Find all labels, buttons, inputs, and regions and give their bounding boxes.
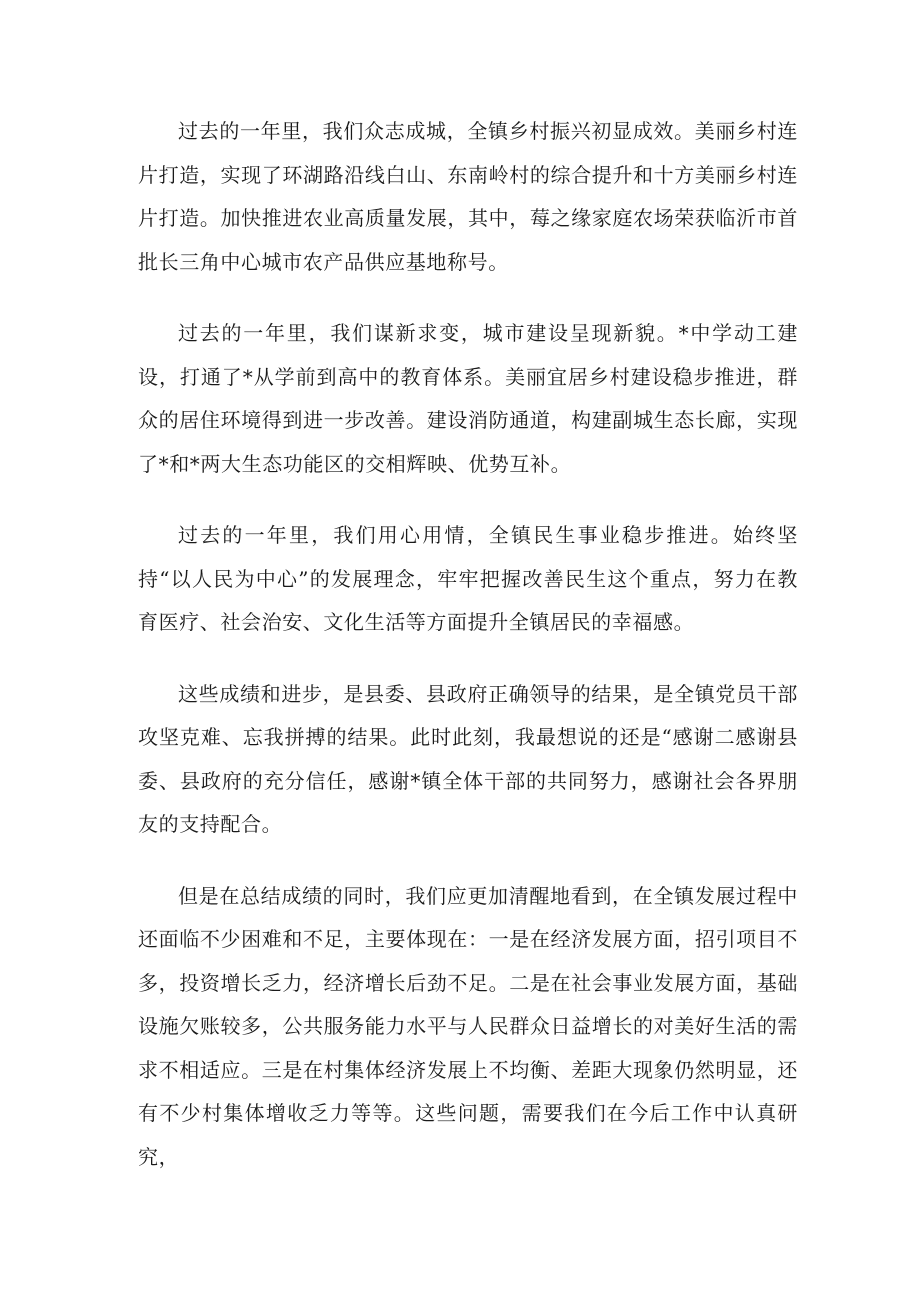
paragraph-1: 过去的一年里，我们众志成城，全镇乡村振兴初显成效。美丽乡村连片打造，实现了环湖路沿线白山、东南岭村的综合提升和十方美丽乡村连片打造。加快推进农业高质量发展，其中，莓之缘家庭农场荣获临沂市首批长三角中心城市农产品供应基地称号。: [138, 119, 798, 274]
paragraph-2: 过去的一年里，我们谋新求变，城市建设呈现新貌。*中学动工建设，打通了*从学前到高中的教育体系。美丽宜居乡村建设稳步推进，群众的居住环境得到进一步改善。建设消防通道，构建副城生态长廊，实现了*和*两大生态功能区的交相辉映、优势互补。: [138, 321, 798, 476]
document-body: [138, 110, 798, 1207]
paragraph-5: 但是在总结成绩的同时，我们应更加清醒地看到，在全镇发展过程中还面临不少困难和不足，主要体现在：一是在经济发展方面，招引项目不多，投资增长乏力，经济增长后劲不足。二是在社会事业发展方面，基础设施欠账较多，公共服务能力水平与人民群众日益增长的对美好生活的需求不相适应。三是在村集体经济发展上不均衡、差距大现象仍然明显，还有不少村集体增收乏力等等。这些问题，需要我们在今后工作中认真研究，: [138, 883, 798, 1169]
paragraph-3: 过去的一年里，我们用心用情，全镇民生事业稳步推进。始终坚持“以人民为中心”的发展理念，牢牢把握改善民生这个重点，努力在教育医疗、社会治安、文化生活等方面提升全镇居民的幸福感。: [138, 523, 798, 634]
paragraph-4: 这些成绩和进步，是县委、县政府正确领导的结果，是全镇党员干部攻坚克难、忘我拼搏的结果。此时此刻，我最想说的还是“感谢二感谢县委、县政府的充分信任，感谢*镇全体干部的共同努力，感谢社会各界朋友的支持配合。: [138, 681, 798, 836]
